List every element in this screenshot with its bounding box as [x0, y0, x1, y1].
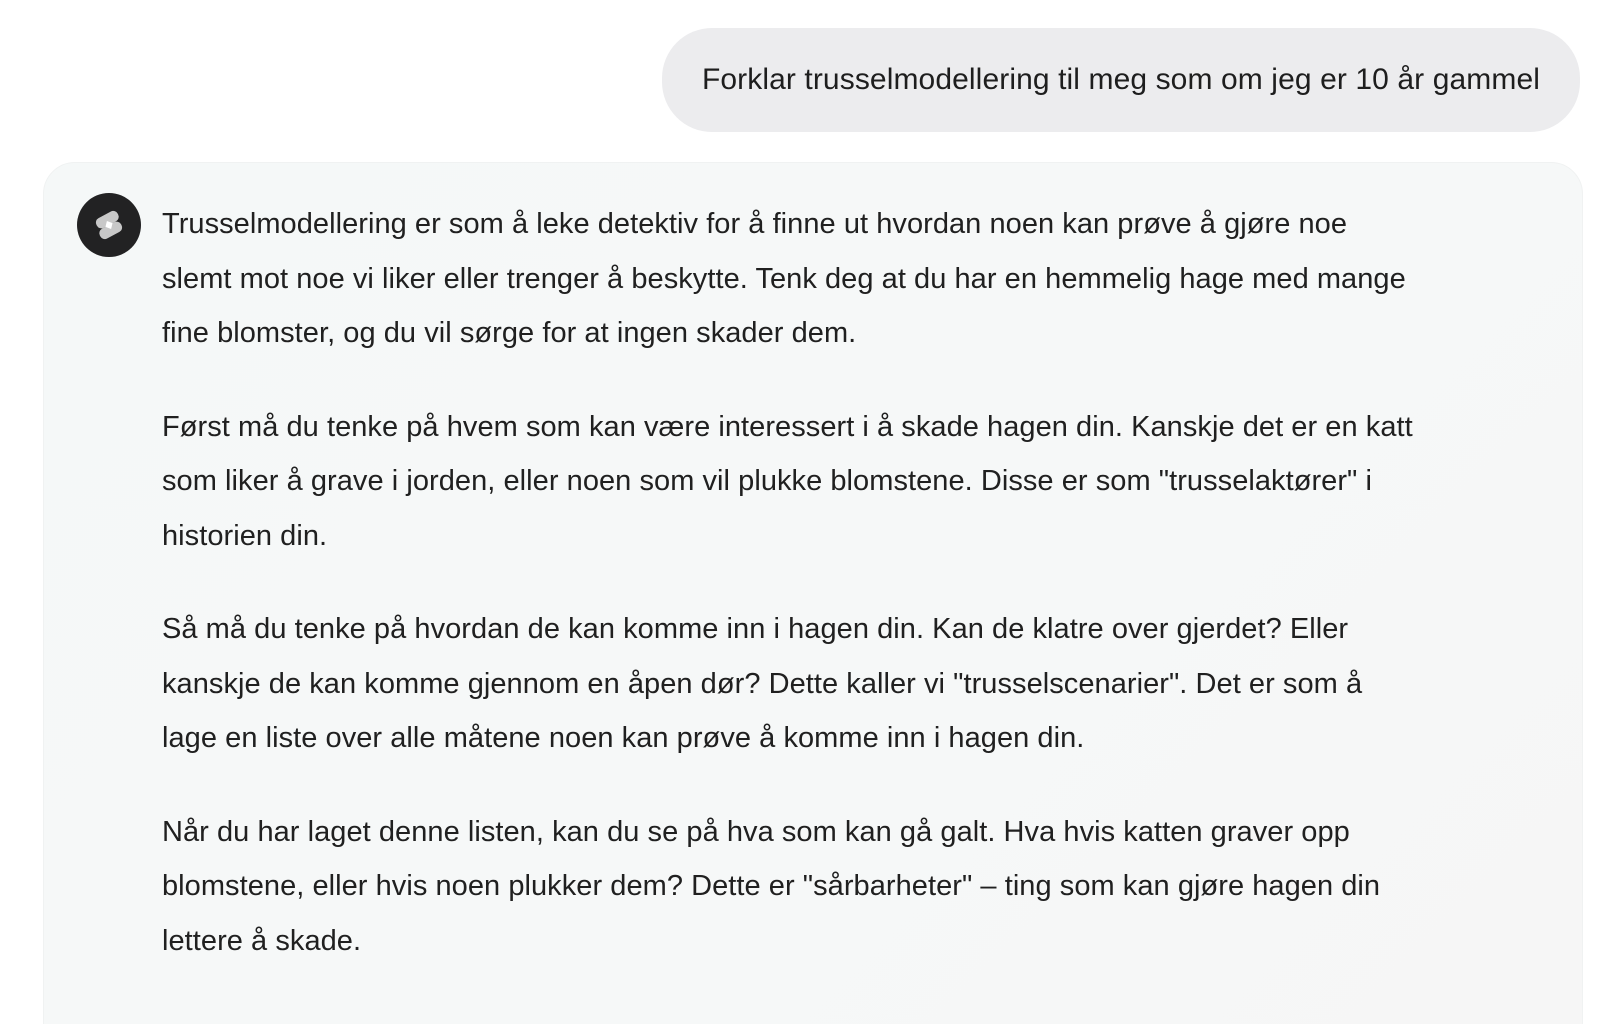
- assistant-message-body: [162, 197, 1422, 1007]
- assistant-message-card: [43, 162, 1583, 1024]
- assistant-logo-icon: [89, 205, 129, 245]
- user-message-bubble: Forklar trusselmodellering til meg som om jeg er 10 år gammel: [662, 28, 1580, 132]
- assistant-paragraph: Så må du tenke på hvordan de kan komme inn i hagen din. Kan de klatre over gjerdet? Eller kanskje de kan komme gjennom en åpen dør? Dette kaller vi "trusselscenarier". Det er som å lage en liste over alle måtene noen kan prøve å komme inn i hagen din.: [162, 613, 1363, 754]
- assistant-paragraph: Først må du tenke på hvem som kan være interessert i å skade hagen din. Kanskje det er en katt som liker å grave i jorden, eller noen som vil plukke blomstene. Disse er som "trusselaktører" i historien din.: [162, 410, 1413, 552]
- user-message-row: [662, 28, 1580, 132]
- assistant-paragraph: Trusselmodellering er som å leke detektiv for å finne ut hvordan noen kan prøve å gjøre noe slemt mot noe vi liker eller trenger å beskytte. Tenk deg at du har en hemmelig hage med mange fine blomster, og du vil sørge for at ingen skader dem.: [162, 208, 1406, 349]
- assistant-paragraph: Når du har laget denne listen, kan du se på hva som kan gå galt. Hva hvis katten graver opp blomstene, eller hvis noen plukker dem? Dette er "sårbarheter" – ting som kan gjøre hagen din lettere å skade.: [162, 815, 1381, 957]
- assistant-avatar: [77, 193, 141, 257]
